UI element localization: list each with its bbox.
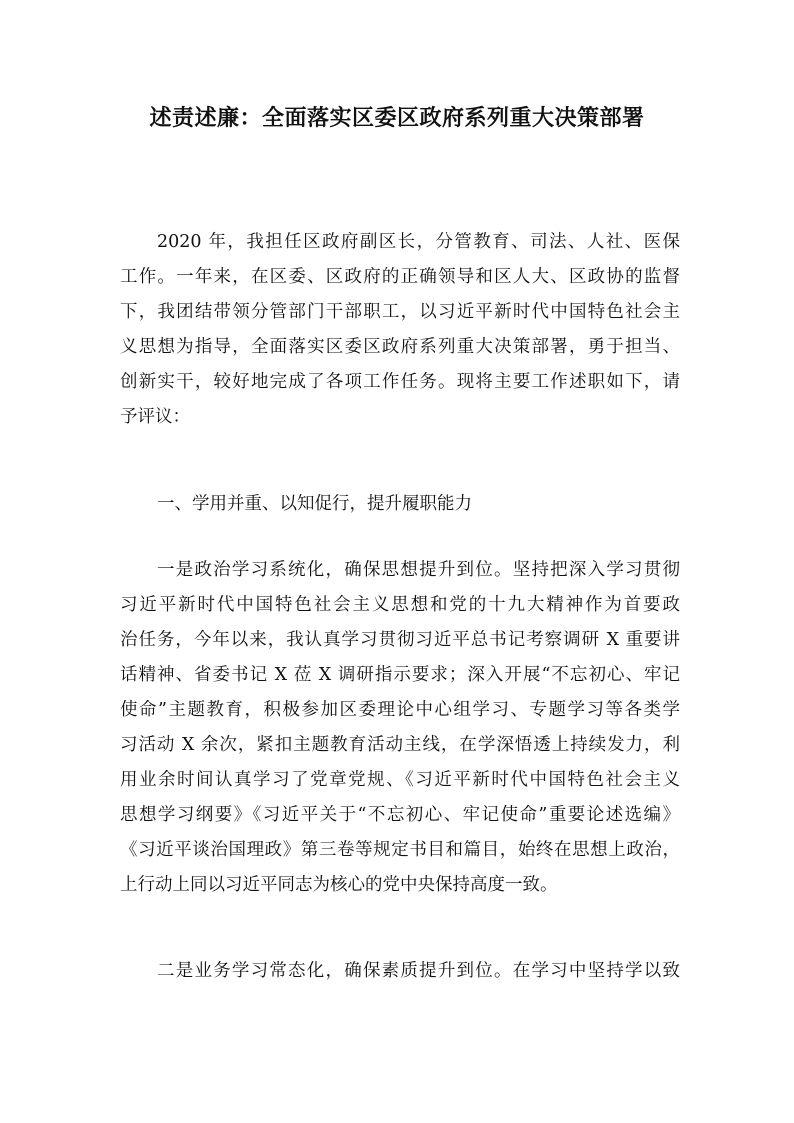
paragraph-line: 话精神、省委书记 X 莅 X 调研指示要求；深入开展“不忘初心、牢记 xyxy=(120,665,680,685)
paragraph-line: 《习近平谈治国理政》第三卷等规定书目和篇目，始终在思想上政治， xyxy=(120,840,680,860)
document-title: 述责述廉：全面落实区委区政府系列重大决策部署 xyxy=(149,106,645,131)
paragraph-line: 用业余时间认真学习了党章党规、《习近平新时代中国特色社会主义 xyxy=(120,770,680,790)
paragraph-line: 使命”主题教育，积极参加区委理论中心组学习、专题学习等各类学 xyxy=(120,700,680,720)
paragraph-line: 习活动 X 余次，紧扣主题教育活动主线，在学深悟透上持续发力，利 xyxy=(120,735,680,755)
intro-line: 工作。一年来，在区委、区政府的正确领导和区人大、区政协的监督 xyxy=(120,267,680,287)
paragraph-line: 一是政治学习系统化，确保思想提升到位。坚持把深入学习贯彻 xyxy=(157,560,680,580)
intro-line: 2020 年，我担任区政府副区长，分管教育、司法、人社、医保 xyxy=(157,232,680,252)
paragraph-line: 上行动上同以习近平同志为核心的党中央保持高度一致。 xyxy=(120,875,558,895)
paragraph-line: 治任务，今年以来，我认真学习贯彻习近平总书记考察调研 X 重要讲 xyxy=(120,630,680,650)
intro-line: 义思想为指导，全面落实区委区政府系列重大决策部署，勇于担当、 xyxy=(120,337,680,357)
intro-line: 创新实干，较好地完成了各项工作任务。现将主要工作述职如下，请 xyxy=(120,372,680,392)
paragraph-line: 习近平新时代中国特色社会主义思想和党的十九大精神作为首要政 xyxy=(120,595,680,615)
section-heading: 一、学用并重、以知促行，提升履职能力 xyxy=(157,494,472,514)
paragraph-line: 思想学习纲要》《习近平关于“不忘初心、牢记使命”重要论述选编》 xyxy=(120,805,680,825)
intro-line: 下，我团结带领分管部门干部职工，以习近平新时代中国特色社会主 xyxy=(120,302,680,322)
intro-line: 予评议： xyxy=(120,407,190,427)
paragraph-line: 二是业务学习常态化，确保素质提升到位。在学习中坚持学以致 xyxy=(157,961,680,981)
